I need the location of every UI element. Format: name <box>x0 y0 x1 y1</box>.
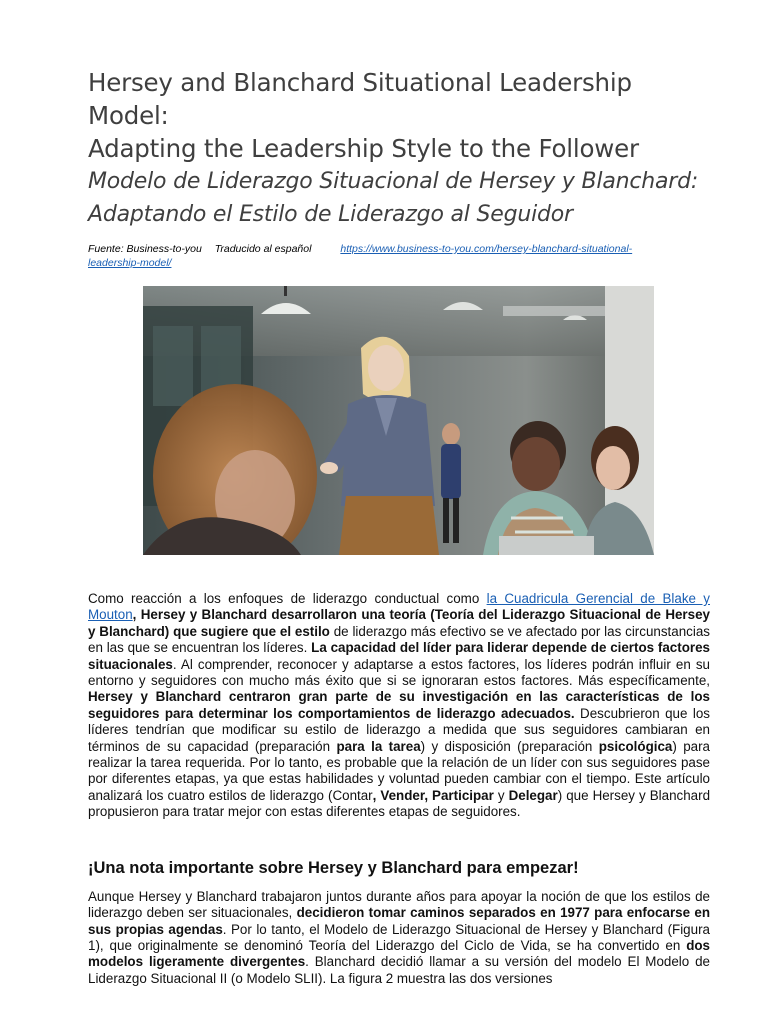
p1-bold-1: , Hersey y Blanchard desarrollaron una teoría (Teoría del Liderazgo Situacional de Hersey y Blanchard) que sugiere que el estilo <box>88 607 710 639</box>
p1-bold-3: Hersey y Blanchard centraron gran parte de su investigación en las características de los seguidores para determinar los comportamientos de liderazgo adecuados. <box>88 689 710 721</box>
source-link-part-2[interactable]: leadership-model/ <box>88 257 172 269</box>
blake-mouton-link[interactable]: la Cuadricula Gerencial de Blake y Mouton <box>88 591 710 623</box>
title-spanish-line-1: Modelo de Liderazgo Situacional de Hersey y Blanchard: <box>88 169 699 194</box>
p1-text-2: de liderazgo más efectivo se ve afectado por las circunstancias en las que se encuentran los líderes. <box>88 623 710 656</box>
source-label: Fuente: Business-to-you <box>88 243 202 255</box>
source-link-part-1[interactable]: https://www.business-to-you.com/hersey-blanchard-situational- <box>340 243 633 255</box>
title-english-line-2: Adapting the Leadership Style to the Follower <box>88 134 639 163</box>
section-heading: ¡Una nota importante sobre Hersey y Blanchard para empezar! <box>88 858 579 877</box>
translated-label: Traducido al español <box>214 243 312 255</box>
paragraph-1 <box>88 591 710 821</box>
p1-bold-7: Delegar <box>508 787 558 803</box>
p1-bold-4: para la tarea <box>336 738 421 754</box>
source-line <box>88 242 710 270</box>
p2-text-3: . Blanchard decidió llamar a su versión del modelo El Modelo de Liderazgo Situacional II (o Modelo SLII). La figura 2 muestra las dos versiones <box>88 954 710 986</box>
title-spanish-line-2: Adaptando el Estilo de Liderazgo al Seguidor <box>88 202 573 227</box>
p1-bold-2: La capacidad del líder para liderar depende de ciertos factores situacionales <box>88 640 711 672</box>
p1-bold-6: , Vender, Participar <box>372 787 494 803</box>
p2-bold-1: decidieron tomar caminos separados en 1977 para enfocarse en sus propias agendas <box>88 905 710 937</box>
team-meeting-photo <box>143 286 654 555</box>
p1-bold-5: psicológica <box>598 738 673 754</box>
p1-text-5: ) y disposición (preparación <box>420 738 599 754</box>
p1-text-1: Como reacción a los enfoques de liderazgo conductual como <box>88 591 487 606</box>
p1-text-6: ) para realizar la tarea requerida. Por lo tanto, es probable que la relación de un líder con sus seguidores pase por diferentes etapas, ya que estas habilidades y voluntad pueden cambiar con el tiempo. Este artículo analizará los cuatro estilos de liderazgo (Contar <box>88 738 711 803</box>
document-page <box>88 66 710 987</box>
p2-bold-2: dos modelos ligeramente divergentes <box>88 937 710 970</box>
p1-text-8: ) que Hersey y Blanchard propusieron para tratar mejor con estas diferentes etapas de seguidores. <box>88 787 711 820</box>
p2-text-2: . Por lo tanto, el Modelo de Liderazgo Situacional de Hersey y Blanchard (Figura 1), que originalmente se denominó Teoría del Liderazgo del Ciclo de Vida, se ha convertido en <box>88 921 710 953</box>
p2-text-1: Aunque Hersey y Blanchard trabajaron juntos durante años para apoyar la noción de que los estilos de liderazgo deben ser situacionales, <box>88 888 710 921</box>
p1-text-3: . Al comprender, reconocer y adaptarse a estos factores, los líderes podrán influir en su entorno y seguidores con mucho más éxito que si se ignoraran estos factores. Más específicamente, <box>88 656 710 689</box>
title-english-line-1: Hersey and Blanchard Situational Leadership Model: <box>88 68 632 130</box>
p1-text-7: y <box>493 787 509 803</box>
paragraph-2 <box>88 889 710 987</box>
p1-text-4: Descubrieron que los líderes tendrían que modificar su estilo de liderazgo a medida que sus seguidores cambiaran en términos de su capacidad (preparación <box>88 705 710 754</box>
